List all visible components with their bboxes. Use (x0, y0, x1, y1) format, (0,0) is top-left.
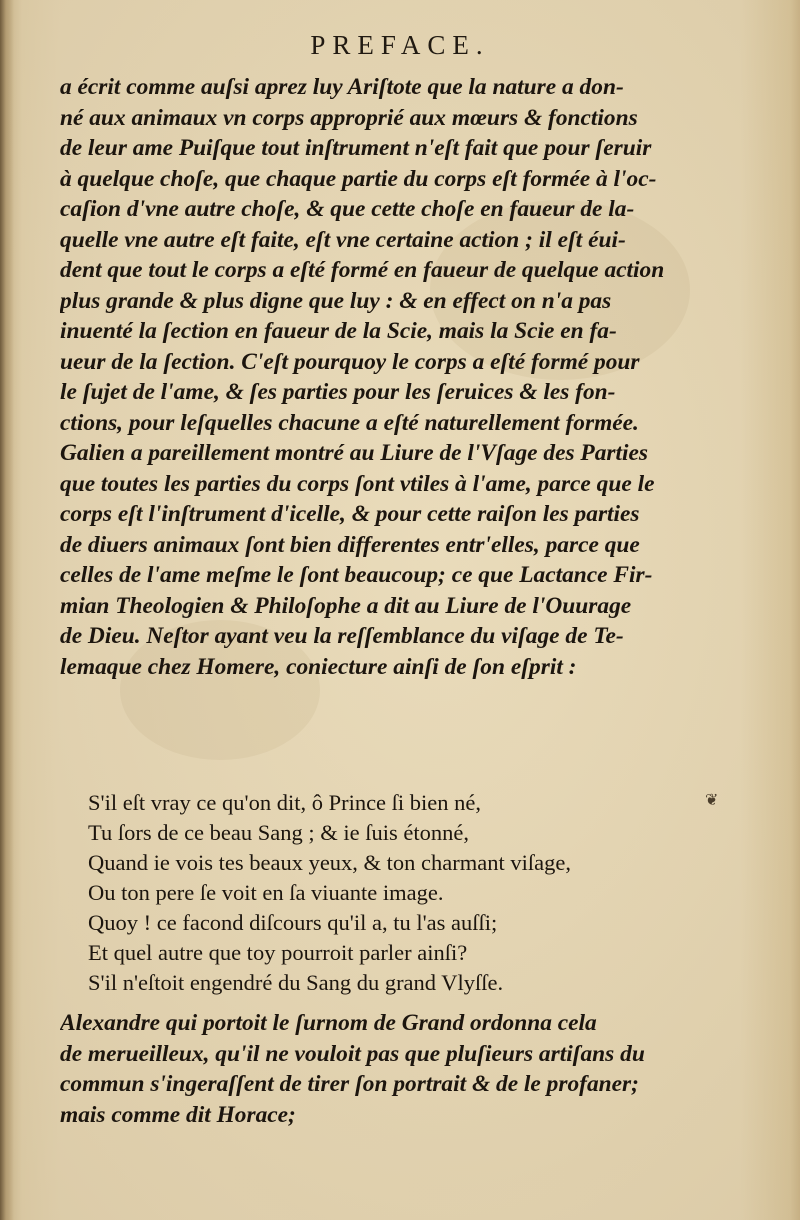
text-line: commun s'ingeraſſent de tirer ſon portrait & de le profaner; (60, 1071, 639, 1097)
text-line: caſion d'vne autre choſe, & que cette choſe en faueur de la- (60, 196, 635, 222)
paragraph-1 (60, 72, 710, 682)
verse-line: Quand ie vois tes beaux yeux, & ton charmant viſage, (88, 850, 571, 875)
text-line: dent que tout le corps a eſté formé en faueur de quelque action (60, 257, 665, 283)
verse-quotation (88, 788, 728, 998)
text-line: mais comme dit Horace; (60, 1101, 296, 1128)
verse-line: Ou ton pere ſe voit en ſa viuante image. (88, 880, 444, 905)
text-line: ctions, pour leſquelles chacune a eſté naturellement formée. (60, 409, 639, 436)
verse-line: Tu ſors de ce beau Sang ; & ie ſuis étonné, (88, 820, 469, 845)
text-line: ueur de la ſection. C'eſt pourquoy le corps a eſté formé pour (60, 348, 640, 375)
verse-line: S'il n'eſtoit engendré du Sang du grand Vlyſſe. (88, 970, 504, 995)
text-line: plus grande & plus digne que luy : & en effect on n'a pas (60, 287, 612, 314)
verse-line: Et quel autre que toy pourroit parler ainſi? (88, 940, 468, 965)
text-line: de diuers animaux ſont bien differentes entr'elles, parce que (60, 531, 640, 558)
binding-gutter (0, 0, 14, 1220)
text-line: de Dieu. Neſtor ayant veu la reſſemblance du viſage de Te- (60, 623, 624, 649)
text-line: inuenté la ſection en faueur de la Scie, mais la Scie en fa- (60, 318, 617, 344)
text-line: à quelque choſe, que chaque partie du corps eſt formée à l'oc- (60, 165, 657, 192)
text-line: que toutes les parties du corps ſont vtiles à l'ame, parce que le (60, 470, 655, 497)
running-head: PREFACE. (310, 30, 490, 60)
text-line: de merueilleux, qu'il ne vouloit pas que pluſieurs artiſans du (60, 1040, 645, 1067)
verse-line: Quoy ! ce facond diſcours qu'il a, tu l'as auſſi; (88, 910, 498, 935)
text-line: de leur ame Puiſque tout inſtrument n'eſt fait que pour ſeruir (60, 135, 652, 161)
text-line: lemaque chez Homere, coniecture ainſi de ſon eſprit : (60, 653, 577, 680)
text-line: celles de l'ame meſme le ſont beaucoup; ce que Lactance Fir- (60, 562, 653, 588)
text-line: le ſujet de l'ame, & ſes parties pour les ſeruices & les fon- (60, 379, 616, 405)
paragraph-2 (60, 1008, 710, 1130)
text-line: corps eſt l'inſtrument d'icelle, & pour cette raiſon les parties (60, 501, 640, 527)
text-line: a écrit comme auſsi aprez luy Ariſtote que la nature a don- (60, 74, 624, 100)
text-line: quelle vne autre eſt faite, eſt vne certaine action ; il eſt éui- (60, 226, 626, 253)
verse-line: S'il eſt vray ce qu'on dit, ô Prince ſi bien né, (88, 790, 482, 815)
text-line: Alexandre qui portoit le ſurnom de Grand ordonna cela (60, 1010, 597, 1036)
text-line: mian Theologien & Philoſophe a dit au Liure de l'Ouurage (60, 592, 632, 619)
printer-fleuron-icon: ❦ (705, 790, 719, 809)
text-line: Galien a pareillement montré au Liure de l'Vſage des Parties (60, 440, 648, 466)
text-line: né aux animaux vn corps approprié aux mœurs & fonctions (60, 104, 638, 131)
